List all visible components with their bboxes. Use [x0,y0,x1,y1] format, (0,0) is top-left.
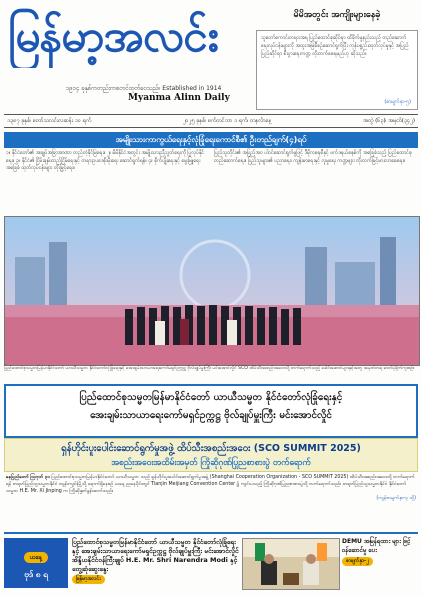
dateline-myanmar-date: ၁၃၈၇ ခုနှစ်၊ တော်သလင်းလဆန်း ၁၀ ရက် [7,118,92,124]
established-line: ၁၉၁၄ ခုနှစ်ကတည်းကစတင်ထုတ်ဝေသည်။ Established in 1914 [66,85,222,92]
dateline-issue: အတွဲ (၆၃)၊ အမှတ်(၃၄၂) [363,118,415,124]
lead-article-body [6,474,416,530]
article-text: ပြည်ထောင်စုသမ္မတမြန်မာနိုင်ငံတော် ယာယီသမ္မတ သည် ရှန်ဟိုင်းပူးပေါင်းဆောင်ရွက်မှုအဖွဲ့ (Shanghai Cooperation Organization - SCO SUMMIT 2025) ထိပ်သီးအစည်းအဝေးသို့ တက်ရောက်ရန် တရုတ်ပြည်သူ့သမ္မတနိုင်ငံ တျန်းကျင်းမြို့သို့ ရောက်ရှိနေစဉ် ယနေ့ ညနေပိုင်းတွင် Tianjin Meijiang Convention Center ၌ ကျင်းပသည့် ကြိုဆိုဂုဏ်ပြုညစာစားပွဲသို့ တက်ရောက်သည်။ တရုတ်ပြည်သူ့သမ္မတနိုင်ငံ နိုင်ငံတော်သမ္မတ H.E. Mr. Xi Jinping က ကြိုဆိုနှုတ်ခွန်းဆက်သည်။ [6,475,415,494]
dateline-gregorian-date: ၂၀၂၅ ခုနှစ်၊ စက်တင်ဘာ ၁ ရက်၊ တနင်္လာနေ့ [182,118,272,124]
dateline-bar [4,114,418,128]
bottom-story-demu[interactable] [342,538,418,588]
today-box [4,538,68,588]
today-date: ဗုဒ် ၈ ရ [24,570,48,579]
bottom-story-modi-text: ပြည်ထောင်စုသမ္မတမြန်မာနိုင်ငံတော် ယာယီသမ္မတ နိုင်ငံတော်လုံခြုံရေးနှင့် အေးချမ်းသာယာရေးကော်မရှင်ဥက္ကဋ္ဌ ဗိုလ်ချုပ်မှူးကြီး မင်းအောင်လှိုင် အိန္ဒိယနိုင်ငံဝန်ကြီးချုပ် H.E. Mr. Shri Narendra Modi နှင့် တွေ့ဆုံဆွေးနွေး [72,538,239,573]
bottom-teasers [4,532,418,592]
bottom-story-modi-page: မြန်မာ့အလင်း [72,575,105,584]
summit-headline-line-1: ရှန်ဟိုင်းပူးပေါင်းဆောင်ရွက်မှုအဖွဲ့ ထိပ်သီးအစည်းအဝေး (SCO SUMMIT 2025) [61,443,361,454]
lead-headline[interactable] [4,384,418,438]
bottom-story-demu-page: စာမျက်နှာ-၂ [342,557,373,566]
summit-group-photo[interactable] [4,216,420,366]
lead-headline-line-1: ပြည်ထောင်စုသမ္မတမြန်မာနိုင်ငံတော် ယာယီသမ္မတ နိုင်ငံတော်လုံခြုံရေးနှင့် [79,392,343,403]
meeting-photo-image [243,539,339,589]
objectives-story [6,150,416,214]
english-title: Myanma Alinn Daily [128,93,230,103]
bottom-story-demu-text: DEMU အမြန်ရထား များ ဖြင့် ဝန်ဆောင်မှု ပေး [342,538,411,554]
continued-link[interactable]: (ကျန်စာမျက်နှာ-၃ သို့) [376,496,416,501]
today-badge: ယနေ့ [24,552,48,563]
summit-headline-line-2: အစည်းအဝေးအထိမ်းအမှတ် ကြိုဆိုဂုဏ်ပြုညစာစားပွဲ တက်ရောက် [111,458,311,468]
newspaper-logo[interactable]: မြန်မာ့အလင်း [8,11,218,62]
bottom-story-modi[interactable] [72,538,240,588]
lead-headline-line-2: အေးချမ်းသာယာရေးကော်မရှင်ဥက္ကဋ္ဌ ဗိုလ်ချုပ်မှူးကြီး မင်းအောင်လှိုင် [90,410,332,421]
photo-caption: ပြည်ထောင်စုသမ္မတမြန်မာနိုင်ငံတော် ယာယီသမ္မတ နိုင်ငံတော်လုံခြုံရေးနှင့် အေးချမ်းသာယာရေးကော်မရှင်ဥက္ကဋ္ဌ ဗိုလ်ချုပ်မှူးကြီး မင်းအောင်လှိုင် SCO ထိပ်သီးအစည်းအဝေးသို့ တက်ရောက်သည့် ခေါင်းဆောင်များနှင့်အတူ အမှတ်တရ ဓာတ်ပုံရိုက်ကူးစဉ်။ [4,366,415,371]
meeting-photo[interactable] [242,538,340,590]
teaser-page-ref: (စာမျက်နှာ-၅) [384,99,411,105]
group-photo-image [5,217,419,365]
story-column-2: ပြည်သူတိုင်း၏ အပြည့်အဝ ပါဝင်ဆောင်ရွက်မှုဖြင့် ဒီမိုကရေစီနှင့် ဖက်ဒရယ်စနစ်ကို အခြေခံသည့် ပြည်ထောင်စု တည်ဆောက်ရေး။ ပြည်သူများ၏ ပညာရေး၊ ကျန်းမာရေးနှင့် လူမှုရေး ကဏ္ဍများ တိုးတက်မြင့်မားလာစေရေး။ [214,150,412,164]
teaser-title: မိမိအတွင်း အကျိုးများနေခဲ့ [293,10,381,20]
teaser-body: သူတော်ကောင်းတရားအရ ပြည်ထောင်စုဆိုင်ရာ ထိခိုက်မှုနည်းသည့် တည်ဆောက်ရေးလုပ်ငန်းများကို အထူးအမြဲစီစဉ်ဆောင်ရွက်ပြီး ကုန်ပစ္စည်းထုတ်လုပ်မှုနှင့် အပြည်ပြည်ဆိုင်ရာ စီးပွားရေးကဏ္ဍ တိုးတက်စေရမည်ဟု ဆိုသည်။ [261,35,409,57]
top-teaser-box[interactable] [256,10,418,110]
story-column-1: ၁။ နိုင်ငံတော်၏ အချုပ်အခြာအာဏာ တည်တံ့ခိုင်မြဲရေး။ ၂။ မိမိနိုင်ငံအတွင်း အမျိုးသားညီညွတ်ရေးကို ပြုလုပ်နိုင်ရေး။ ၃။ နိုင်ငံ၏ ငြိမ်းချမ်းတည်ငြိမ်ရေးနှင့် တရားဥပဒေစိုးမိုးရေး ဆောင်ရွက်ရန်။ ၄။ စိုက်ပျိုးရေးနှင့် မွေးမြူရေး အခြေခံ ထုတ်လုပ်ငန်းများ တိုးမြှင့်ရေး။ [6,150,205,171]
article-byline: နေပြည်တော် ဩဂုတ် ၃၁ [6,475,51,480]
objectives-banner: အမျိုးသားကာကွယ်ရေးနှင့်လုံခြုံရေးကောင်စီ၏ ဦးတည်ချက်(၄)ရပ် [4,132,418,148]
summit-headline[interactable] [4,438,418,472]
masthead [8,6,248,116]
